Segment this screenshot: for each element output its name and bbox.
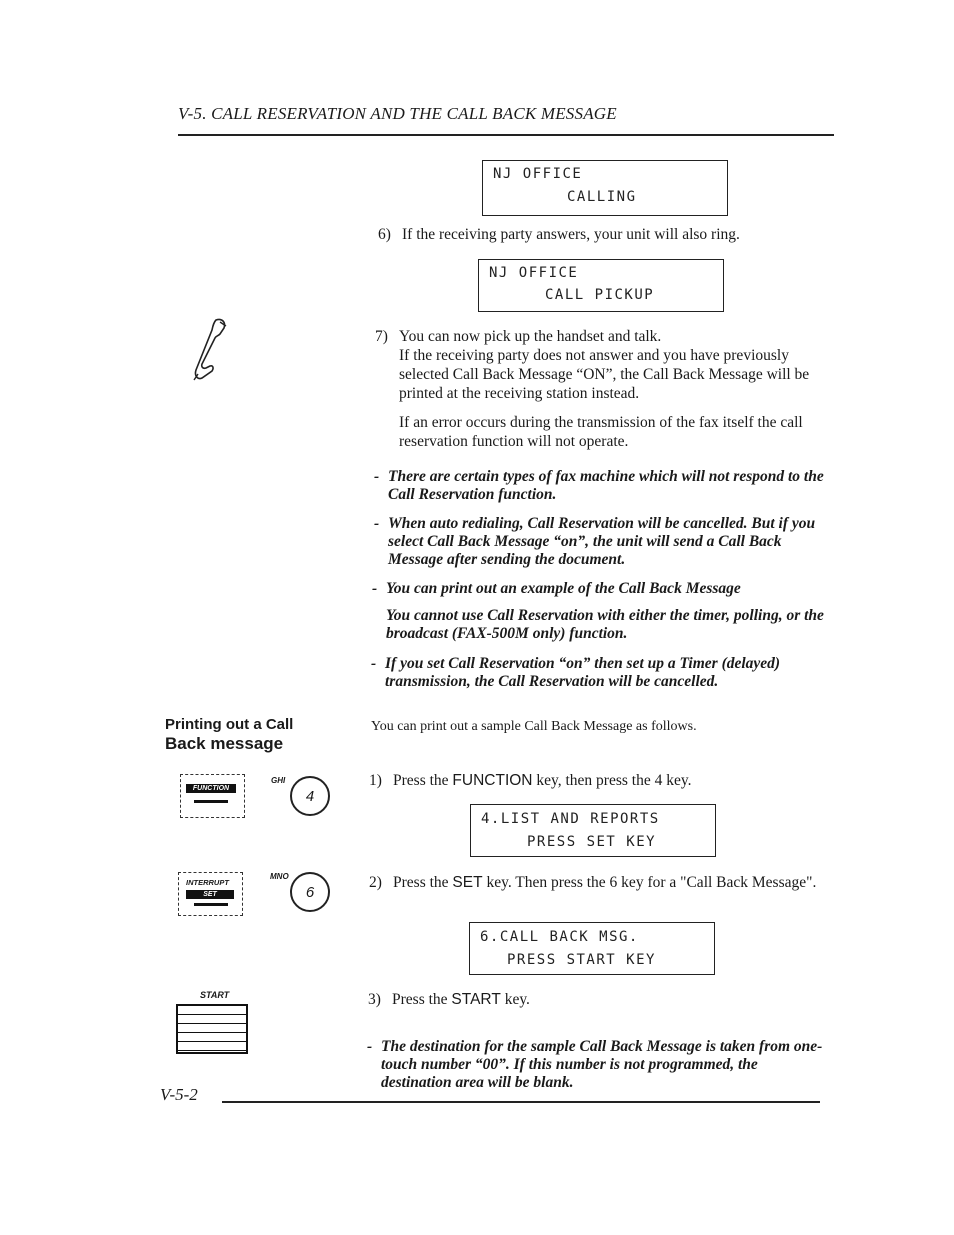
lcd-line-2: PRESS START KEY	[507, 952, 656, 968]
note-item: - If you set Call Reservation “on” then set up a Timer (delayed) transmission, the Call Reservation will be cancelled.	[371, 655, 781, 690]
lcd-line-2: CALLING	[567, 189, 637, 205]
header-rule	[178, 134, 834, 136]
key-name: SET	[452, 874, 483, 891]
step-7-paragraph-2: If an error occurs during the transmission of the fax itself the call reservation function will not operate.	[399, 414, 803, 450]
function-key-button	[194, 800, 228, 803]
step-text: If the receiving party answers, your unit will also ring.	[402, 226, 740, 243]
lcd-display-call-pickup	[478, 259, 724, 312]
key-4-icon: 4	[290, 776, 330, 816]
step-number: 7)	[375, 328, 388, 345]
page-header: V-5. CALL RESERVATION AND THE CALL BACK MESSAGE	[178, 104, 617, 123]
final-note: - The destination for the sample Call Back Message is taken from one-touch number “00”. If this number is not programmed, the destination area will be blank.	[367, 1038, 823, 1091]
key-name: FUNCTION	[452, 772, 533, 789]
step-7-paragraph-1: If the receiving party does not answer and you have previously selected Call Back Message “ON”, the Call Back Message will be printed at the receiving station instead.	[399, 347, 810, 402]
step-number: 1)	[369, 772, 382, 789]
key-6-icon: 6	[290, 872, 330, 912]
start-key-icon	[176, 1004, 248, 1054]
lcd-line-2: CALL PICKUP	[545, 287, 655, 303]
section-title-line-2: Back message	[165, 734, 284, 753]
step-6	[378, 225, 798, 244]
note-item: You cannot use Call Reservation with either the timer, polling, or the broadcast (FAX-500M only) function.	[386, 607, 824, 642]
section-intro: You can print out a sample Call Back Message as follows.	[371, 719, 697, 734]
lcd-display-list-and-reports	[470, 804, 716, 857]
set-key-label: SET	[186, 890, 234, 899]
footer-rule	[222, 1101, 820, 1103]
lcd-display-call-back-msg	[469, 922, 715, 975]
set-key-button	[194, 903, 228, 906]
step-7	[375, 327, 831, 346]
step-2: 2) Press the SET key. Then press the 6 key for a "Call Back Message".	[369, 874, 817, 891]
step-number: 6)	[378, 226, 391, 243]
page-number: V-5-2	[160, 1085, 198, 1104]
handset-icon	[190, 316, 236, 382]
step-number: 3)	[368, 991, 381, 1008]
ghi-label: GHI	[271, 776, 286, 785]
note-item: - When auto redialing, Call Reservation will be cancelled. But if you select Call Back Message “on”, the unit will send a Call Back Message after sending the document.	[374, 515, 816, 568]
step-number: 2)	[369, 874, 382, 891]
section-title-line-1: Printing out a Call	[165, 716, 294, 733]
start-label: START	[200, 990, 230, 1000]
lcd-line-1: NJ OFFICE	[489, 265, 579, 281]
note-item: - There are certain types of fax machine which will not respond to the Call Reservation function.	[374, 468, 824, 503]
key-name: START	[451, 991, 501, 1008]
lcd-line-1: NJ OFFICE	[493, 166, 583, 182]
lcd-line-2: PRESS SET KEY	[527, 834, 657, 850]
lcd-line-1: 6.CALL BACK MSG.	[480, 929, 639, 945]
function-key-label: FUNCTION	[186, 784, 236, 793]
function-key-frame	[180, 774, 245, 818]
note-item: - You can print out an example of the Call Back Message	[372, 580, 741, 597]
step-1: 1) Press the FUNCTION key, then press the 4 key.	[369, 772, 692, 789]
lcd-line-1: 4.LIST AND REPORTS	[481, 811, 660, 827]
step-text: You can now pick up the handset and talk.	[399, 328, 662, 345]
mno-label: MNO	[270, 872, 289, 881]
interrupt-label: INTERRUPT	[186, 878, 229, 887]
lcd-display-calling	[482, 160, 728, 216]
step-3: 3) Press the START key.	[368, 991, 530, 1008]
